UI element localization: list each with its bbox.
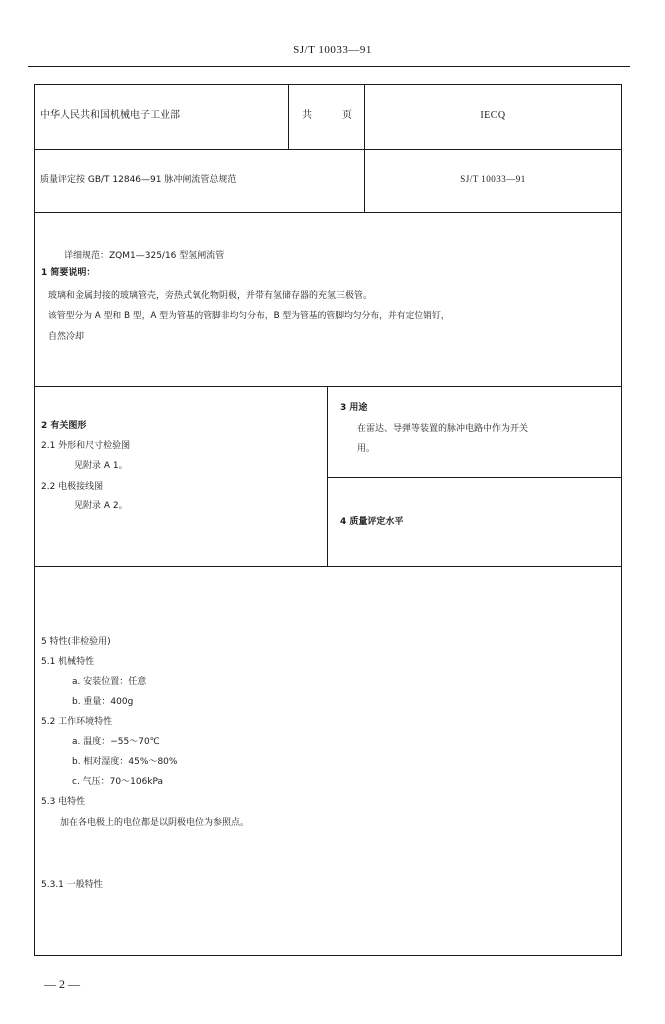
section5-2-item-b: b. 相对湿度：45%～80% [72, 757, 178, 767]
header-standard-number: SJ/T 10033—91 [293, 44, 372, 56]
section5-2-title: 5.2 工作环境特性 [41, 717, 113, 727]
table-border-left [34, 84, 35, 955]
section5-1-title: 5.1 机械特性 [41, 657, 95, 667]
section5-3-text: 加在各电极上的电位都是以阴极电位为参照点。 [60, 818, 250, 828]
table-border-top [34, 84, 622, 85]
pages-unit: 页 [342, 110, 352, 121]
section5-1-item-a: a. 安装位置：任意 [72, 677, 147, 687]
header-rule [28, 66, 630, 67]
section3-title: 3 用途 [340, 403, 368, 413]
section4-title: 4 质量评定水平 [340, 517, 404, 527]
section2-item2-title: 2.2 电极接线图 [41, 482, 104, 492]
section5-1-item-b: b. 重量：400g [72, 697, 134, 707]
pages-label: 共 [302, 110, 312, 121]
sections-bottom-rule [34, 566, 622, 567]
page-number: — 2 — [44, 977, 80, 991]
section1-para1: 玻璃和金属封接的玻璃管壳，旁热式氧化物阴极，并带有氢储存器的充氢三极管。 [48, 291, 373, 301]
section5-2-item-c: c. 气压：70～106kPa [72, 777, 164, 787]
section3-text-line1: 在雷达、导弹等装置的脉冲电路中作为开关 [357, 424, 529, 434]
section5-3-title: 5.3 电特性 [41, 797, 86, 807]
section5-title: 5 特性(非检验用) [41, 637, 111, 647]
iecq-label: IECQ [480, 110, 506, 121]
section3-4-divider [327, 477, 622, 478]
section5-2-item-a: a. 温度：−55～70℃ [72, 737, 160, 747]
spec-number: SJ/T 10033—91 [460, 174, 526, 184]
detail-bottom-rule [34, 386, 622, 387]
row2-bottom-rule [34, 212, 622, 213]
section5-3-1-title: 5.3.1 一般特性 [41, 880, 103, 890]
ministry-name: 中华人民共和国机械电子工业部 [40, 110, 180, 121]
section1-para2: 该管型分为 A 型和 B 型，A 型为管基的管脚非均匀分布，B 型为管基的管脚均匀分布，并有定位销钉， [48, 311, 450, 321]
section3-text-line2: 用。 [357, 444, 376, 454]
section2-item2-ref: 见附录 A 2。 [74, 501, 128, 511]
row1-bottom-rule [34, 149, 622, 150]
section1-para3: 自然冷却 [48, 332, 85, 342]
section2-item1-ref: 见附录 A 1。 [74, 461, 128, 471]
row1-col-divider-a [288, 84, 289, 149]
section1-title: 1 简要说明： [41, 268, 96, 278]
detail-spec-name: 详细规范：ZQM1—325/16 型氢闸流管 [64, 251, 225, 261]
row1-col-divider-b [364, 84, 365, 212]
section2-item1-title: 2.1 外形和尺寸检验图 [41, 441, 131, 451]
table-border-right [621, 84, 622, 955]
spec-title: 质量评定按 GB/T 12846—91 脉冲闸流管总规范 [40, 175, 237, 185]
table-border-bottom [34, 955, 622, 956]
sections-col-divider [327, 386, 328, 566]
section2-title: 2 有关图形 [41, 421, 87, 431]
